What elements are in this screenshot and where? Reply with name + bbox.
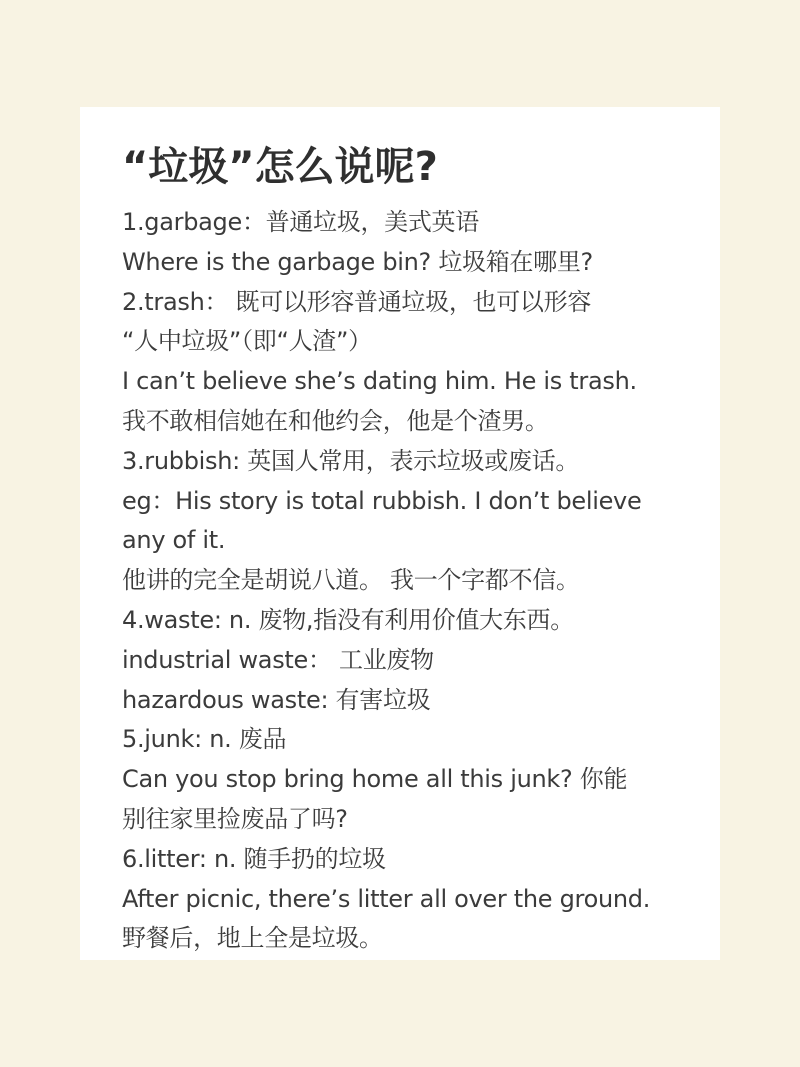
text-line: 3.rubbish: 英国人常用，表示垃圾或废话。 <box>122 446 580 475</box>
page-title: “垃圾”怎么说呢? <box>122 144 438 190</box>
text-line: 6.litter: n. 随手扔的垃圾 <box>122 844 386 873</box>
text-line: 野餐后，地上全是垃圾。 <box>122 924 383 953</box>
text-line: Can you stop bring home all this junk? 你能 <box>122 765 628 794</box>
text-line: “人中垃圾”（即“人渣”） <box>122 327 372 356</box>
text-line: any of it. <box>122 526 226 555</box>
text-line: 我不敢相信她在和他约会，他是个渣男。 <box>122 406 549 435</box>
text-line: 他讲的完全是胡说八道。 我一个字都不信。 <box>122 566 580 595</box>
text-line: 5.junk: n. 废品 <box>122 725 287 754</box>
text-line: hazardous waste: 有害垃圾 <box>122 685 431 714</box>
text-body <box>122 203 720 959</box>
text-line: After picnic, there’s litter all over the ground. <box>122 884 651 913</box>
text-line: 2.trash： 既可以形容普通垃圾，也可以形容 <box>122 287 592 316</box>
text-line: I can’t believe she’s dating him. He is trash. <box>122 367 637 396</box>
text-line: 1.garbage：普通垃圾，美式英语 <box>122 208 479 236</box>
text-line: Where is the garbage bin? 垃圾箱在哪里? <box>122 247 593 276</box>
text-line: eg：His story is total rubbish. I don’t believe <box>122 486 642 515</box>
text-line: 别往家里捡废品了吗? <box>122 804 348 833</box>
text-line: industrial waste： 工业废物 <box>122 645 434 674</box>
text-line: 4.waste: n. 废物,指没有利用价值大东西。 <box>122 605 574 634</box>
note-card <box>80 107 720 960</box>
